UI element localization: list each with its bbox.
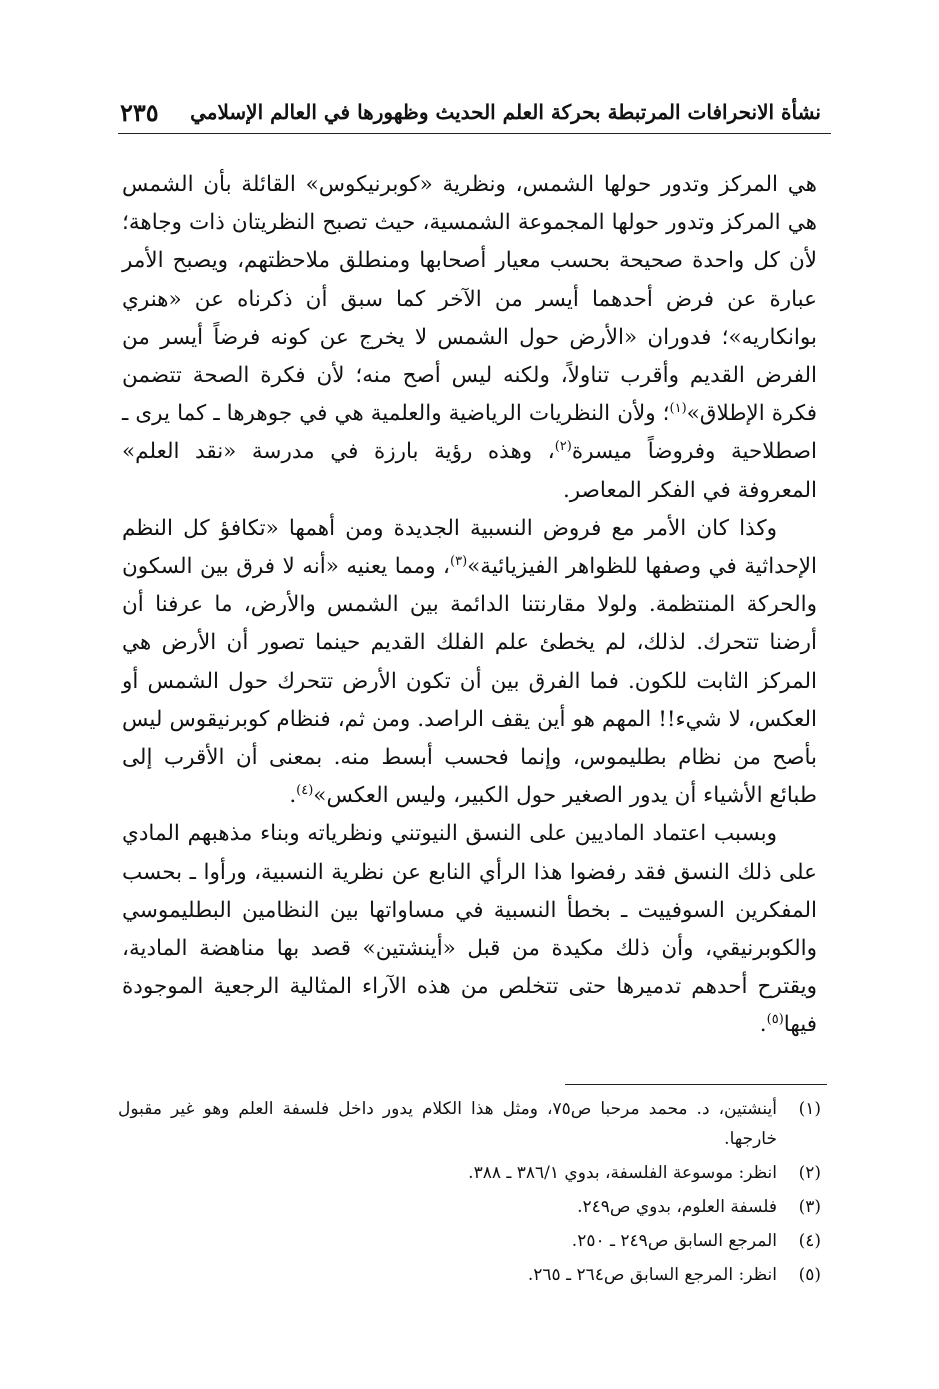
paragraph-2-part-b: ، ومما يعنيه «أنه لا فرق بين السكون والحركة المنتظمة. ولولا مقارنتنا الدائمة بين الشمس والأرض، ما عرفنا أن أرضنا تتحرك. لذلك، لم يخطئ علم الفلك القديم حينما تصور أن الأرض هي المركز الثابت للكون. فما الفرق بين أن تكون الأرض تتحرك حول الشمس أو العكس، لا شيء!! المهم هو أين يقف الراصد. ومن ثم، فنظام كوبرنيقوس ليس بأصح من نظام بطليموس، وإنما فحسب أبسط منه. بمعنى أن الأقرب إلى طبائع الأشياء أن يدور الصغير حول الكبير، وليس العكس» xyxy=(122,554,817,809)
paragraph-1 xyxy=(122,166,817,510)
paragraph-1-part-c: ، وهذه رؤية بارزة في مدرسة «نقد العلم» المعروفة في الفكر المعاصر. xyxy=(122,439,817,503)
footnote-ref-4: (٤) xyxy=(296,783,314,799)
footnote-number: (٥) xyxy=(798,1265,821,1285)
footnote-4 xyxy=(118,1226,821,1256)
footnote-text: المرجع السابق ص٢٤٩ ـ ٢٥٠. xyxy=(571,1231,777,1251)
footnote-text: أينشتين، د. محمد مرحبا ص٧٥، ومثل هذا الكلام يدور داخل فلسفة العلم وهو غير مقبول خارجها. xyxy=(118,1099,778,1149)
footnote-text: انظر: موسوعة الفلسفة، بدوي ٣٨٦/١ ـ ٣٨٨. xyxy=(468,1163,777,1183)
footnote-ref-2: (٢) xyxy=(554,439,572,455)
paragraph-2 xyxy=(122,510,817,816)
footnote-rule xyxy=(565,1084,827,1085)
paragraph-3-part-b: . xyxy=(759,1012,767,1038)
paragraph-2-part-a: وكذا كان الأمر مع فروض النسبية الجديدة ومن أهمها «تكافؤ كل النظم الإحداثية في وصفها للظواهر الفيزيائية» xyxy=(122,515,817,580)
footnotes xyxy=(118,1094,821,1294)
footnote-ref-3: (٣) xyxy=(450,553,468,569)
footnote-number: (٣) xyxy=(798,1197,821,1217)
footnote-text: انظر: المرجع السابق ص٢٦٤ ـ ٢٦٥. xyxy=(527,1265,777,1285)
footnote-3 xyxy=(118,1192,821,1222)
footnote-number: (٢) xyxy=(798,1163,821,1183)
page-number: ٢٣٥ xyxy=(120,97,159,127)
footnote-ref-1: (١) xyxy=(669,401,687,417)
paragraph-3-part-a: وبسبب اعتماد الماديين على النسق النيوتني ونظرياته وبناء مذهبهم المادي على ذلك النسق فقد رفضوا هذا الرأي النابع عن نظرية النسبية، ورأوا ـ بحسب المفكرين السوفييت ـ بخطأ النسبية في مساواتها بين النظامين البطليموسي والكوبرنيقي، وأن ذلك مكيدة من قبل «أينشتين» قصد بها مناهضة المادية، ويقترح أحدهم تدميرها حتى تتخلص من هذه الآراء المثالية الرجعية الموجودة فيها xyxy=(122,821,817,1038)
footnote-text: فلسفة العلوم، بدوي ص٢٤٩. xyxy=(577,1197,777,1217)
footnote-5 xyxy=(118,1260,821,1290)
running-header xyxy=(120,92,821,132)
footnote-ref-5: (٥) xyxy=(766,1012,784,1028)
paragraph-3 xyxy=(122,815,817,1044)
header-rule xyxy=(118,133,831,134)
footnote-number: (١) xyxy=(798,1099,821,1119)
footnote-number: (٤) xyxy=(798,1231,821,1251)
paragraph-1-part-a: هي المركز وتدور حولها الشمس، ونظرية «كوبرنيكوس» القائلة بأن الشمس هي المركز وتدور حولها المجموعة الشمسية، حيث تصبح النظريتان ذات وجاهة؛ لأن كل واحدة صحيحة بحسب معيار أصحابها ومنطلق ملاحظتهم، ويصبح الأمر عبارة عن فرض أحدهما أيسر من الآخر كما سبق أن ذكرناه عن «هنري بوانكاريه»؛ فدوران «الأرض حول الشمس لا يخرج عن كونه فرضاً أيسر من الفرض القديم وأقرب تناولاً، ولكنه ليس أصح منه؛ لأن فكرة الصحة تتضمن فكرة الإطلاق» xyxy=(122,172,817,427)
footnote-2 xyxy=(118,1158,821,1188)
paragraph-1-part-b: ؛ ولأن النظريات الرياضية والعلمية هي في جوهرها ـ كما يرى ـ اصطلاحية وفروضاً ميسرة xyxy=(122,401,817,465)
paragraph-2-part-c: . xyxy=(289,783,297,809)
body-text xyxy=(122,166,817,1045)
footnote-1 xyxy=(118,1094,821,1154)
running-title: نشأة الانحرافات المرتبطة بحركة العلم الحديث وظهورها في العالم الإسلامي xyxy=(190,100,821,124)
